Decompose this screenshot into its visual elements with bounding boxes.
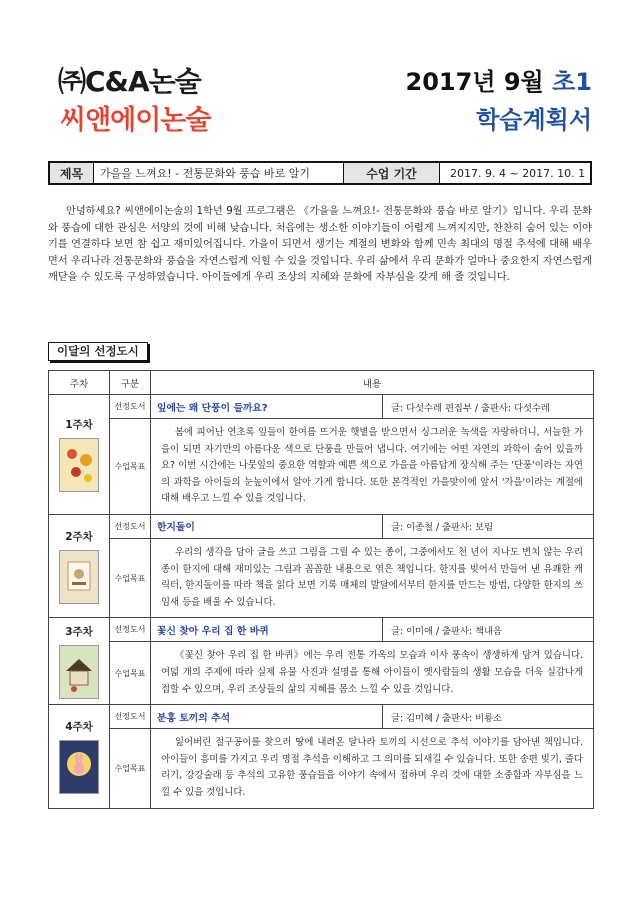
page-title-date: [406, 62, 592, 97]
paper-cover-icon: [62, 554, 96, 600]
table-row: [49, 729, 594, 808]
week-cell: [49, 514, 110, 617]
book-meta: 글: 다섯수레 편집부 / 출판사: 다섯수레: [383, 395, 594, 419]
company-logo-korean: 씨앤에이논술: [60, 105, 211, 136]
leaf-cover-icon: [62, 442, 96, 488]
type-cell: 선정도서: [110, 514, 151, 538]
goal-text: 잃어버린 절구공이를 찾으러 땅에 내려온 달나라 토끼의 시선으로 추석 이야기를 담아낸 책입니다. 아이들이 흥미를 가지고 우리 명절 추석을 이해하고 그 의미를 되새길 수 있습니다. 또한 송편 빚기, 줄다리기, 강강술래 등 추석의 고유한 풍습들을 이야기 속에서 접하며 우리 것에 대한 소중함과 자부심을 느낄 수 있을 것입니다.: [151, 729, 594, 808]
week-cell: [49, 395, 110, 515]
week-label: 2주차: [65, 530, 93, 543]
book-title: 꽃신 찾아 우리 집 한 바퀴: [151, 618, 383, 642]
book-meta: 글: 이미애 / 출판사: 책내음: [383, 618, 594, 642]
book-cover-image: [59, 550, 99, 604]
header-week: 주차: [49, 371, 110, 395]
table-row: [49, 538, 594, 617]
book-cover-image: [59, 645, 99, 699]
type-cell: 선정도서: [110, 618, 151, 642]
subject-label: 제목: [50, 163, 94, 183]
week-cell: [49, 618, 110, 705]
page-title-doc-type: 학습계획서: [476, 106, 592, 134]
table-row: [49, 419, 594, 515]
week-label: 4주차: [65, 720, 93, 733]
period-value: 2017. 9. 4 ~ 2017. 10. 1: [450, 166, 586, 180]
section-title: 이달의 선정도시: [48, 342, 148, 361]
table-row: [49, 514, 594, 538]
header-type: 구분: [110, 371, 151, 395]
header-content: 내용: [151, 371, 594, 395]
type-cell: 선정도서: [110, 395, 151, 419]
table-header-row: [49, 371, 594, 395]
subject-value: 가을을 느껴요! - 전통문화와 풍습 바로 알기: [94, 163, 344, 183]
week-label: 3주차: [65, 625, 93, 638]
book-meta: 글: 이종철 / 출판사: 보림: [383, 514, 594, 538]
book-cover-image: [59, 740, 99, 794]
table-row: [49, 705, 594, 729]
type-cell: 선정도서: [110, 705, 151, 729]
type-cell: 수업목표: [110, 642, 151, 705]
books-table: [48, 370, 594, 809]
week-cell: [49, 705, 110, 808]
book-meta: 글: 김미혜 / 출판사: 비룡소: [383, 705, 594, 729]
info-table: [48, 161, 592, 185]
year-month: 2017년 9월: [405, 68, 544, 96]
rabbit-moon-cover-icon: [62, 744, 96, 790]
grade: 초1: [552, 68, 592, 96]
company-logo-text: ㈜C&A논술: [58, 65, 201, 98]
book-title: 한지돌이: [151, 514, 383, 538]
type-cell: 수업목표: [110, 538, 151, 617]
book-cover-image: [59, 438, 99, 492]
goal-text: 우리의 생각을 담아 글을 쓰고 그림을 그릴 수 있는 종이, 그중에서도 천 년이 지나도 변치 않는 우리 종이 한지에 대해 재미있는 그림과 꼼꼼한 내용으로 엮은 책입니다. 한지를 빚어서 만들어 낸 유쾌한 캐릭터, 한지돌이를 따라 책을 읽다 보면 기록 매체의 발달에서부터 한지를 만드는 방법, 다양한 한지의 쓰임새 등을 배울 수 있습니다.: [151, 538, 594, 617]
type-cell: 수업목표: [110, 419, 151, 515]
type-cell: 수업목표: [110, 729, 151, 808]
house-cover-icon: [62, 649, 96, 695]
book-title: 잎에는 왜 단풍이 들까요?: [151, 395, 383, 419]
goal-text: 봄에 피어난 연초록 잎들이 한여름 뜨거운 햇볕을 받으면서 싱그러운 녹색을 자랑하더니, 서늘한 가을이 되면 자기만의 아름다운 색으로 단풍을 만들어 냅니다. 여기에는 어떤 자연의 과학이 숨어 있을까요? 이번 시간에는 나뭇잎의 중요한 역할과 예쁜 색으로 가을을 아름답게 장식해 주는 '단풍'이라는 자연의 과학을 아이들의 눈높이에서 알아 가게 합니다. 또한 본격적인 가을맞이에 앞서 '가을'이라는 계절에 대해 배우고 느낄 수 있을 것입니다.: [151, 419, 594, 515]
intro-paragraph: 안녕하세요? 씨앤에이논술의 1학년 9월 프로그램은 《가을을 느껴요!- 전통문화와 풍습 바로 알기》입니다. 우리 문화와 풍습에 대한 관심은 서양의 것에 비해 낮습니다. 처음에는 생소한 이야기들이 어렵게 느껴지지만, 찬찬히 숨어 있는 이야기를 연결하다 보면 참 쉽고 재미있어집니다. 가을이 되면서 생기는 계절의 변화와 함께 민속 최대의 명절 추석에 대해 배우면서 우리나라 전통문화와 풍습을 자연스럽게 익힐 수 있을 것입니다. 우리 삶에서 우리 문화가 얼마나 중요한지 자연스럽게 깨닫을 수 있도록 구성하였습니다. 아이들에게 우리 조상의 지혜와 문화에 자부심을 갖게 해 줄 것입니다.: [48, 206, 592, 284]
week-label: 1주차: [65, 418, 93, 431]
period-label: 수업 기간: [344, 163, 440, 183]
table-row: [49, 642, 594, 705]
goal-text: 《꽃신 찾아 우리 집 한 바퀴》에는 우리 전통 가옥의 모습과 이사 풍속이 생생하게 담겨 있습니다. 여덟 개의 주제에 따라 실제 유물 사진과 설명을 통해 아이들이 옛사람들의 생활 모습을 더욱 실감나게 접할 수 있으며, 우리 조상들의 삶의 지혜를 몸소 느낄 수 있을 것입니다.: [151, 642, 594, 705]
book-title: 분홍 토끼의 추석: [151, 705, 383, 729]
table-row: [49, 395, 594, 419]
table-row: [49, 618, 594, 642]
